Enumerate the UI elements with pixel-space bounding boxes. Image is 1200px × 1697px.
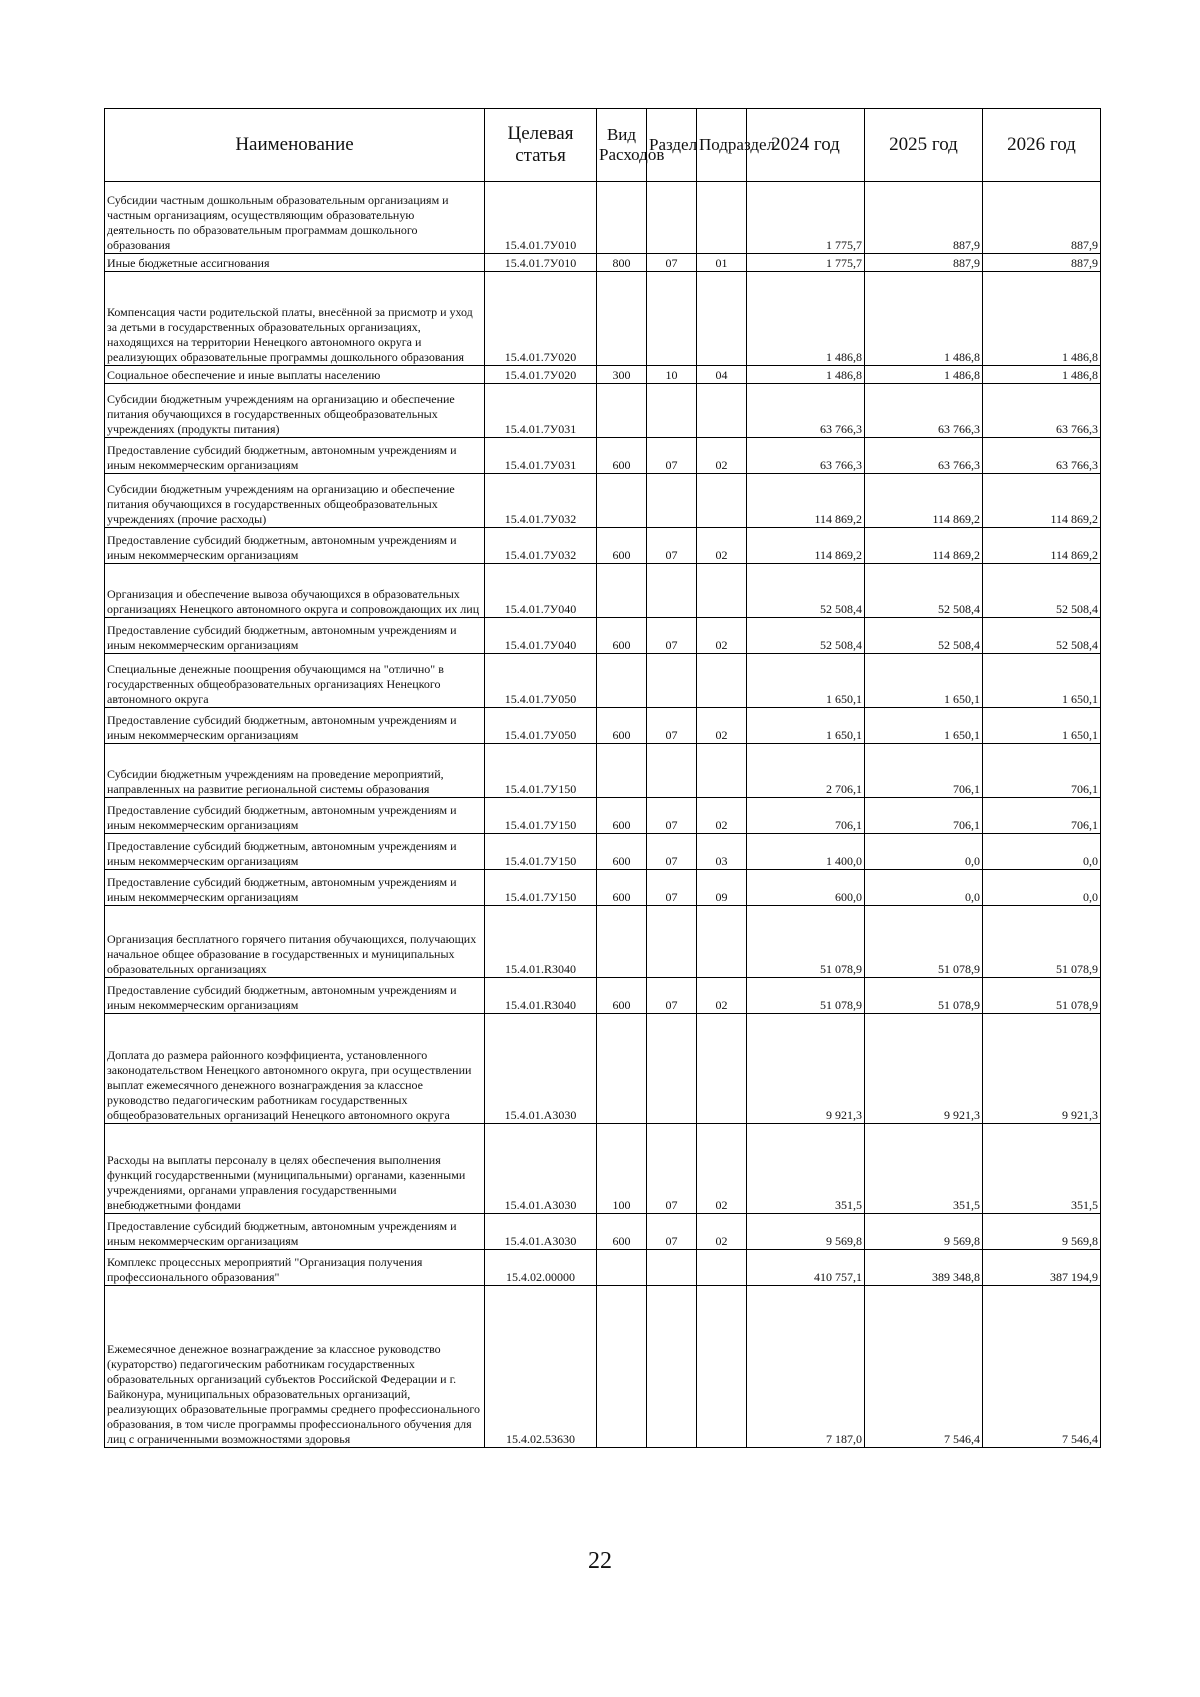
row-section (647, 1014, 697, 1124)
row-expense-type: 600 (597, 618, 647, 654)
row-expense-type (597, 1250, 647, 1286)
row-2026: 52 508,4 (983, 618, 1101, 654)
row-2026: 114 869,2 (983, 474, 1101, 528)
table-row (105, 906, 1101, 978)
header-name: Наименование (105, 109, 485, 182)
row-expense-type: 600 (597, 528, 647, 564)
table-row (105, 744, 1101, 798)
row-section (647, 182, 697, 254)
row-2025: 63 766,3 (865, 438, 983, 474)
row-target: 15.4.01.А3030 (485, 1014, 597, 1124)
row-2026: 9 921,3 (983, 1014, 1101, 1124)
row-subsection (697, 1286, 747, 1448)
row-name: Организация и обеспечение вывоза обучающихся в образовательных организациях Ненецкого автономного округа и сопровождающих их лиц (105, 564, 485, 618)
row-2025: 1 486,8 (865, 272, 983, 366)
row-expense-type (597, 384, 647, 438)
row-expense-type: 600 (597, 798, 647, 834)
table-row (105, 654, 1101, 708)
row-2026: 114 869,2 (983, 528, 1101, 564)
row-expense-type (597, 1014, 647, 1124)
row-2025: 114 869,2 (865, 528, 983, 564)
table-row (105, 834, 1101, 870)
row-subsection: 02 (697, 708, 747, 744)
row-2026: 63 766,3 (983, 384, 1101, 438)
row-2026: 0,0 (983, 870, 1101, 906)
row-2024: 1 486,8 (747, 272, 865, 366)
row-section: 07 (647, 528, 697, 564)
row-target: 15.4.01.7У010 (485, 254, 597, 272)
table-row (105, 384, 1101, 438)
row-2025: 51 078,9 (865, 906, 983, 978)
row-2024: 63 766,3 (747, 384, 865, 438)
row-2026: 351,5 (983, 1124, 1101, 1214)
header-subsection: Подраздел (697, 109, 747, 182)
row-2026: 1 650,1 (983, 654, 1101, 708)
table-row (105, 1124, 1101, 1214)
row-name: Комплекс процессных мероприятий "Организация получения профессионального образования" (105, 1250, 485, 1286)
row-target: 15.4.01.7У150 (485, 798, 597, 834)
row-2025: 9 921,3 (865, 1014, 983, 1124)
row-section (647, 906, 697, 978)
row-name: Доплата до размера районного коэффициента, установленного законодательством Ненецкого автономного округа, при осуществлении выплат ежемесячного денежного вознаграждения за классное руководство педагогическим работникам государственных общеобразовательных организаций Ненецкого автономного округа (105, 1014, 485, 1124)
row-2026: 887,9 (983, 254, 1101, 272)
row-name: Субсидии бюджетным учреждениям на организацию и обеспечение питания обучающихся в государственных общеобразовательных учреждениях (прочие расходы) (105, 474, 485, 528)
row-name: Социальное обеспечение и иные выплаты населению (105, 366, 485, 384)
row-expense-type (597, 906, 647, 978)
row-section (647, 384, 697, 438)
row-target: 15.4.01.7У032 (485, 528, 597, 564)
table-row (105, 1014, 1101, 1124)
table-body (105, 182, 1101, 1448)
row-section: 07 (647, 798, 697, 834)
table-row (105, 272, 1101, 366)
row-name: Субсидии частным дошкольным образовательным организациям и частным организациям, осуществляющим образовательную деятельность по образовательным программам дошкольного образования (105, 182, 485, 254)
row-2024: 1 486,8 (747, 366, 865, 384)
row-target: 15.4.01.7У031 (485, 384, 597, 438)
row-subsection (697, 906, 747, 978)
page-number: 22 (588, 1548, 612, 1574)
row-2025: 114 869,2 (865, 474, 983, 528)
row-target: 15.4.01.А3030 (485, 1124, 597, 1214)
row-2026: 706,1 (983, 798, 1101, 834)
row-2025: 1 650,1 (865, 708, 983, 744)
row-2025: 0,0 (865, 870, 983, 906)
row-expense-type: 600 (597, 438, 647, 474)
row-expense-type: 600 (597, 1214, 647, 1250)
row-section (647, 1250, 697, 1286)
row-name: Предоставление субсидий бюджетным, автономным учреждениям и иным некоммерческим организациям (105, 438, 485, 474)
row-subsection (697, 384, 747, 438)
row-expense-type (597, 474, 647, 528)
row-subsection: 03 (697, 834, 747, 870)
row-expense-type: 600 (597, 870, 647, 906)
row-2026: 52 508,4 (983, 564, 1101, 618)
row-section: 07 (647, 438, 697, 474)
row-name: Субсидии бюджетным учреждениям на проведение мероприятий, направленных на развитие региональной системы образования (105, 744, 485, 798)
row-2026: 63 766,3 (983, 438, 1101, 474)
row-target: 15.4.01.7У010 (485, 182, 597, 254)
row-subsection (697, 474, 747, 528)
row-2025: 1 650,1 (865, 654, 983, 708)
row-target: 15.4.01.7У040 (485, 564, 597, 618)
row-subsection (697, 1250, 747, 1286)
row-2024: 600,0 (747, 870, 865, 906)
table-header (105, 109, 1101, 182)
row-section (647, 654, 697, 708)
row-2025: 706,1 (865, 744, 983, 798)
row-section (647, 474, 697, 528)
row-2024: 2 706,1 (747, 744, 865, 798)
row-subsection (697, 744, 747, 798)
row-2026: 1 486,8 (983, 366, 1101, 384)
row-subsection: 01 (697, 254, 747, 272)
row-subsection (697, 182, 747, 254)
row-target: 15.4.01.R3040 (485, 978, 597, 1014)
row-subsection: 02 (697, 1124, 747, 1214)
row-2024: 9 921,3 (747, 1014, 865, 1124)
row-name: Организация бесплатного горячего питания обучающихся, получающих начальное общее образование в государственных и муниципальных образовательных организациях (105, 906, 485, 978)
row-name: Предоставление субсидий бюджетным, автономным учреждениям и иным некоммерческим организациям (105, 618, 485, 654)
row-expense-type (597, 182, 647, 254)
row-section: 07 (647, 708, 697, 744)
row-section: 07 (647, 834, 697, 870)
row-name: Предоставление субсидий бюджетным, автономным учреждениям и иным некоммерческим организациям (105, 528, 485, 564)
row-2025: 52 508,4 (865, 618, 983, 654)
row-2024: 114 869,2 (747, 474, 865, 528)
row-2024: 1 650,1 (747, 708, 865, 744)
table-row (105, 618, 1101, 654)
row-expense-type (597, 744, 647, 798)
row-section: 07 (647, 870, 697, 906)
row-expense-type: 300 (597, 366, 647, 384)
row-target: 15.4.01.7У050 (485, 708, 597, 744)
row-target: 15.4.01.7У040 (485, 618, 597, 654)
row-2025: 0,0 (865, 834, 983, 870)
row-2024: 52 508,4 (747, 618, 865, 654)
table-row (105, 708, 1101, 744)
row-2024: 410 757,1 (747, 1250, 865, 1286)
row-expense-type (597, 272, 647, 366)
header-2024: 2024 год (747, 109, 865, 182)
header-2026: 2026 год (983, 109, 1101, 182)
row-section (647, 272, 697, 366)
row-2024: 114 869,2 (747, 528, 865, 564)
row-name: Субсидии бюджетным учреждениям на организацию и обеспечение питания обучающихся в государственных общеобразовательных учреждениях (продукты питания) (105, 384, 485, 438)
row-2026: 1 486,8 (983, 272, 1101, 366)
header-target: Целевая статья (485, 109, 597, 182)
row-expense-type: 600 (597, 978, 647, 1014)
row-target: 15.4.01.7У150 (485, 744, 597, 798)
row-expense-type: 800 (597, 254, 647, 272)
row-2025: 887,9 (865, 182, 983, 254)
row-section: 07 (647, 1124, 697, 1214)
row-expense-type (597, 1286, 647, 1448)
row-name: Предоставление субсидий бюджетным, автономным учреждениям и иным некоммерческим организациям (105, 870, 485, 906)
row-name: Расходы на выплаты персоналу в целях обеспечения выполнения функций государственными (муниципальными) органами, казенными учреждениями, органами управления государственными внебюджетными фондами (105, 1124, 485, 1214)
row-2025: 389 348,8 (865, 1250, 983, 1286)
row-2024: 1 400,0 (747, 834, 865, 870)
row-2026: 1 650,1 (983, 708, 1101, 744)
row-target: 15.4.01.7У031 (485, 438, 597, 474)
row-2024: 52 508,4 (747, 564, 865, 618)
table-row (105, 528, 1101, 564)
row-section: 07 (647, 1214, 697, 1250)
row-subsection (697, 654, 747, 708)
row-2024: 7 187,0 (747, 1286, 865, 1448)
row-name: Предоставление субсидий бюджетным, автономным учреждениям и иным некоммерческим организациям (105, 1214, 485, 1250)
row-2025: 63 766,3 (865, 384, 983, 438)
row-2024: 1 775,7 (747, 254, 865, 272)
row-2024: 1 650,1 (747, 654, 865, 708)
row-2026: 887,9 (983, 182, 1101, 254)
row-2026: 7 546,4 (983, 1286, 1101, 1448)
row-subsection (697, 1014, 747, 1124)
table-row (105, 366, 1101, 384)
table-row (105, 254, 1101, 272)
row-2026: 706,1 (983, 744, 1101, 798)
row-2026: 387 194,9 (983, 1250, 1101, 1286)
header-2025: 2025 год (865, 109, 983, 182)
row-2025: 52 508,4 (865, 564, 983, 618)
table-row (105, 870, 1101, 906)
row-subsection: 09 (697, 870, 747, 906)
row-name: Ежемесячное денежное вознаграждение за классное руководство (кураторство) педагогическим работникам государственных образовательных организаций субъектов Российской Федерации и г. Байконура, муниципальных образовательных организаций, реализующих образовательные программы среднего профессионального образования, в том числе программы профессионального обучения для лиц с ограниченными возможностями здоровья (105, 1286, 485, 1448)
table-row (105, 1214, 1101, 1250)
row-section: 07 (647, 254, 697, 272)
row-subsection: 02 (697, 978, 747, 1014)
row-target: 15.4.01.7У150 (485, 870, 597, 906)
row-name: Специальные денежные поощрения обучающимся на "отлично" в государственных общеобразовательных организациях Ненецкого автономного округа (105, 654, 485, 708)
row-2025: 706,1 (865, 798, 983, 834)
row-target: 15.4.01.А3030 (485, 1214, 597, 1250)
row-2024: 51 078,9 (747, 978, 865, 1014)
row-2026: 51 078,9 (983, 978, 1101, 1014)
row-subsection: 02 (697, 438, 747, 474)
row-expense-type (597, 564, 647, 618)
row-subsection (697, 272, 747, 366)
row-expense-type: 600 (597, 834, 647, 870)
row-2026: 51 078,9 (983, 906, 1101, 978)
row-2024: 51 078,9 (747, 906, 865, 978)
row-subsection: 02 (697, 1214, 747, 1250)
row-2024: 1 775,7 (747, 182, 865, 254)
row-section: 10 (647, 366, 697, 384)
row-target: 15.4.01.7У020 (485, 272, 597, 366)
row-name: Предоставление субсидий бюджетным, автономным учреждениям и иным некоммерческим организациям (105, 708, 485, 744)
row-subsection: 02 (697, 618, 747, 654)
row-expense-type: 600 (597, 708, 647, 744)
row-target: 15.4.02.53630 (485, 1286, 597, 1448)
table-row (105, 474, 1101, 528)
row-subsection (697, 564, 747, 618)
row-target: 15.4.01.7У050 (485, 654, 597, 708)
row-name: Иные бюджетные ассигнования (105, 254, 485, 272)
row-expense-type: 100 (597, 1124, 647, 1214)
table-row (105, 978, 1101, 1014)
row-expense-type (597, 654, 647, 708)
row-section: 07 (647, 618, 697, 654)
row-name: Предоставление субсидий бюджетным, автономным учреждениям и иным некоммерческим организациям (105, 834, 485, 870)
row-2025: 51 078,9 (865, 978, 983, 1014)
table-row (105, 1286, 1101, 1448)
row-2025: 1 486,8 (865, 366, 983, 384)
row-2026: 9 569,8 (983, 1214, 1101, 1250)
row-name: Предоставление субсидий бюджетным, автономным учреждениям и иным некоммерческим организациям (105, 978, 485, 1014)
row-2024: 9 569,8 (747, 1214, 865, 1250)
row-target: 15.4.01.7У150 (485, 834, 597, 870)
row-section (647, 744, 697, 798)
row-subsection: 04 (697, 366, 747, 384)
row-2024: 706,1 (747, 798, 865, 834)
header-expense-type: Вид Расходов (597, 109, 647, 182)
row-target: 15.4.01.7У032 (485, 474, 597, 528)
row-name: Компенсация части родительской платы, внесённой за присмотр и уход за детьми в государственных образовательных организациях, находящихся на территории Ненецкого автономного округа и реализующих образовательные программы дошкольного образования (105, 272, 485, 366)
row-2025: 7 546,4 (865, 1286, 983, 1448)
row-name: Предоставление субсидий бюджетным, автономным учреждениям и иным некоммерческим организациям (105, 798, 485, 834)
table-row (105, 798, 1101, 834)
row-2025: 887,9 (865, 254, 983, 272)
header-section: Раздел (647, 109, 697, 182)
row-subsection: 02 (697, 528, 747, 564)
row-2026: 0,0 (983, 834, 1101, 870)
table-row (105, 564, 1101, 618)
table-row (105, 438, 1101, 474)
row-section: 07 (647, 978, 697, 1014)
row-target: 15.4.01.R3040 (485, 906, 597, 978)
table-row (105, 182, 1101, 254)
budget-table (104, 108, 1101, 1448)
row-2025: 9 569,8 (865, 1214, 983, 1250)
row-2024: 351,5 (747, 1124, 865, 1214)
table-row (105, 1250, 1101, 1286)
row-2024: 63 766,3 (747, 438, 865, 474)
row-target: 15.4.02.00000 (485, 1250, 597, 1286)
row-section (647, 1286, 697, 1448)
row-subsection: 02 (697, 798, 747, 834)
row-section (647, 564, 697, 618)
row-2025: 351,5 (865, 1124, 983, 1214)
row-target: 15.4.01.7У020 (485, 366, 597, 384)
